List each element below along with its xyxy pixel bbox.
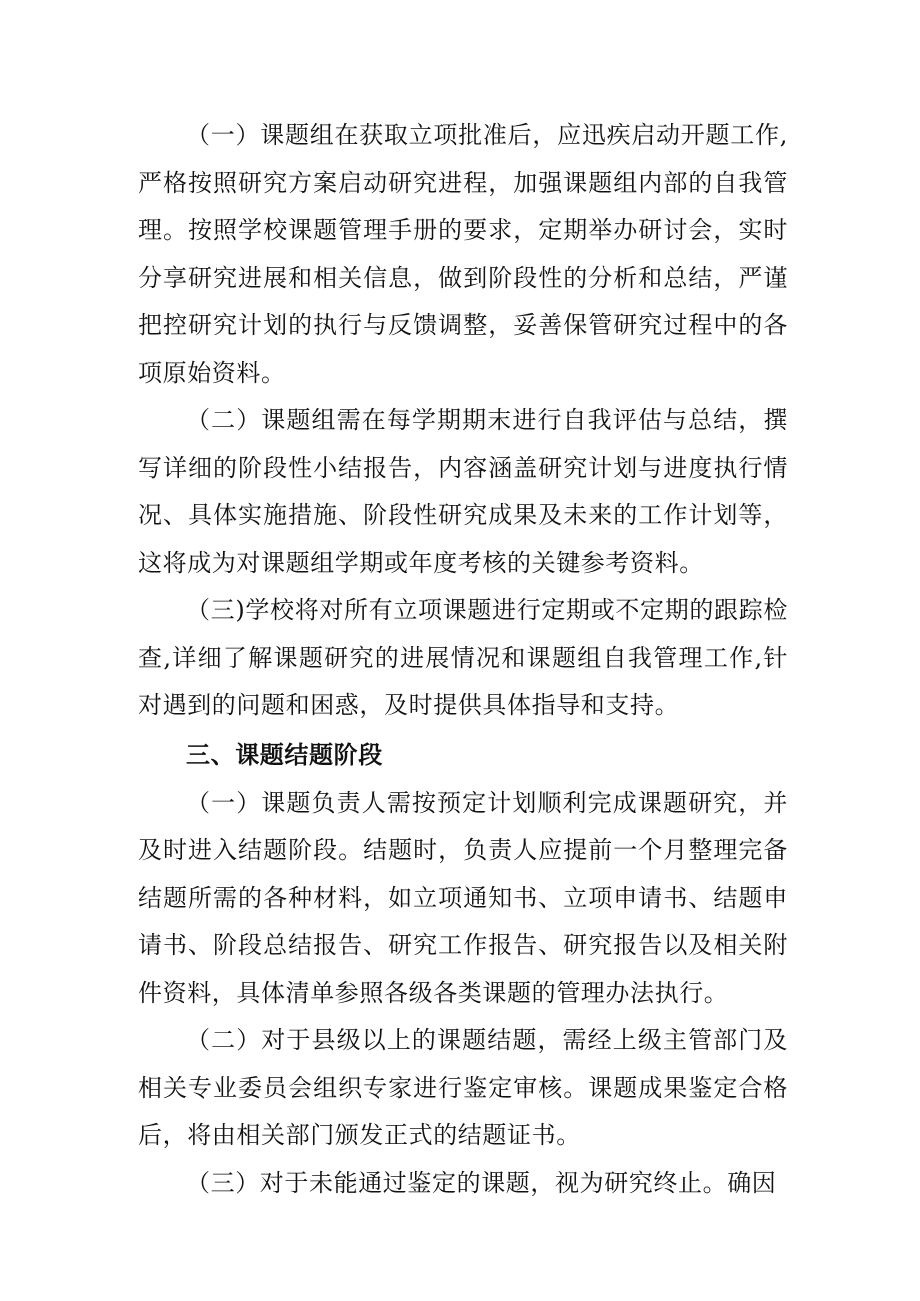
section-paragraph-1: （一）课题负责人需按预定计划顺利完成课题研究，并及时进入结题阶段。结题时，负责人应提前一个月整理完备结题所需的各种材料，如立项通知书、立项申请书、结题申请书、阶段总结报告、研究工作报告、研究报告以及相关附件资料，具体清单参照各级各类课题的管理办法执行。	[138, 788, 788, 1007]
section-heading: 三、课题结题阶段	[186, 740, 383, 769]
section-paragraph-2: （二）对于县级以上的课题结题，需经上级主管部门及相关专业委员会组织专家进行鉴定审核。课题成果鉴定合格后，将由相关部门颁发正式的结题证书。	[138, 1026, 788, 1149]
paragraph-1: （一）课题组在获取立项批准后，应迅疾启动开题工作,严格按照研究方案启动研究进程，加强课题组内部的自我管理。按照学校课题管理手册的要求，定期举办研讨会，实时分享研究进展和相关信息，做到阶段性的分析和总结，严谨把控研究计划的执行与反馈调整，妥善保管研究过程中的各项原始资料。	[138, 121, 788, 387]
paragraph-3: （三)学校将对所有立项课题进行定期或不定期的跟踪检查,详细了解课题研究的进展情况和课题组自我管理工作,针对遇到的问题和困惑，及时提供具体指导和支持。	[138, 596, 788, 719]
document-body	[138, 112, 788, 1207]
paragraph-2: （二）课题组需在每学期期末进行自我评估与总结，撰写详细的阶段性小结报告，内容涵盖研究计划与进度执行情况、具体实施措施、阶段性研究成果及未来的工作计划等，这将成为对课题组学期或年度考核的关键参考资料。	[138, 406, 788, 577]
section-paragraph-3: （三）对于未能通过鉴定的课题，视为研究终止。确因	[186, 1168, 777, 1197]
